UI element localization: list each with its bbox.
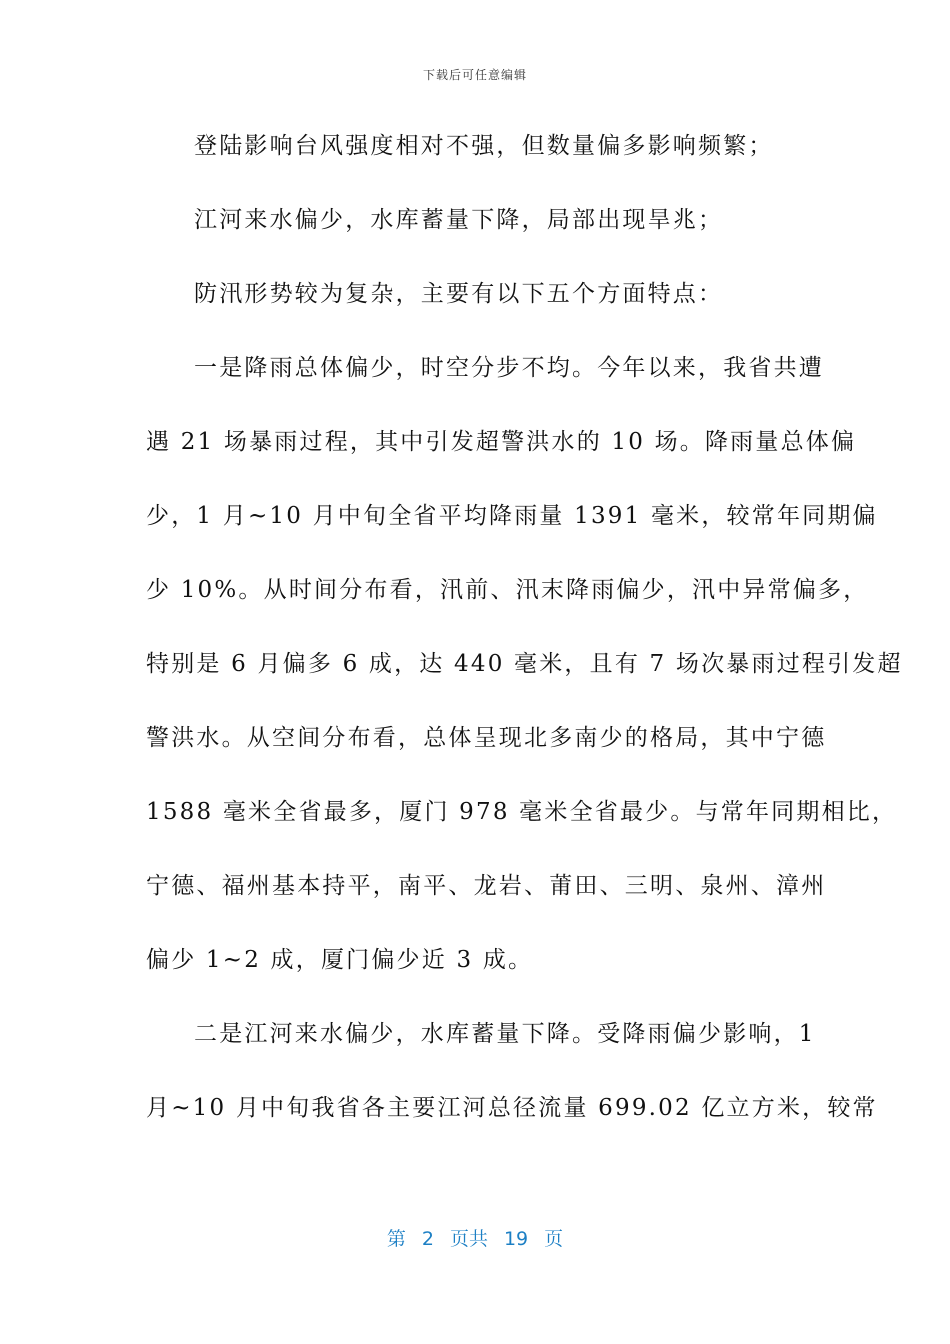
paragraph-line: 少，1 月~10 月中旬全省平均降雨量 1391 毫米，较常年同期偏	[146, 503, 878, 529]
total-pages: 19	[503, 1228, 529, 1250]
paragraph-line: 宁德、福州基本持平，南平、龙岩、莆田、三明、泉州、漳州	[146, 873, 827, 899]
page-label-prefix: 第	[386, 1228, 406, 1250]
page-label-middle: 页共	[449, 1228, 488, 1250]
paragraph-line: 1588 毫米全省最多，厦门 978 毫米全省最少。与常年同期相比，	[146, 799, 898, 825]
paragraph-line: 月~10 月中旬我省各主要江河总径流量 699.02 亿立方米，较常	[146, 1095, 878, 1121]
paragraph-line: 遇 21 场暴雨过程，其中引发超警洪水的 10 场。降雨量总体偏	[146, 429, 857, 455]
page-label-suffix: 页	[544, 1228, 564, 1250]
paragraph-line: 偏少 1~2 成，厦门偏少近 3 成。	[146, 947, 534, 973]
paragraph-line: 江河来水偏少，水库蓄量下降，局部出现旱兆；	[194, 207, 724, 233]
paragraph-line: 警洪水。从空间分布看，总体呈现北多南少的格局，其中宁德	[146, 725, 827, 751]
paragraph-line: 一是降雨总体偏少，时空分步不均。今年以来，我省共遭	[194, 355, 824, 381]
paragraph-line: 二是江河来水偏少，水库蓄量下降。受降雨偏少影响，1	[194, 1021, 816, 1047]
page-footer	[0, 1224, 950, 1251]
document-body	[146, 124, 903, 1160]
paragraph-line: 防汛形势较为复杂，主要有以下五个方面特点：	[194, 281, 724, 307]
paragraph-line: 特别是 6 月偏多 6 成，达 440 毫米，且有 7 场次暴雨过程引发超	[146, 651, 903, 677]
paragraph-line: 登陆影响台风强度相对不强，但数量偏多影响频繁；	[194, 133, 774, 159]
page-number: 2	[421, 1228, 434, 1250]
header-note: 下载后可任意编辑	[422, 68, 527, 82]
paragraph-line: 少 10%。从时间分布看，汛前、汛末降雨偏少，汛中异常偏多，	[146, 577, 869, 603]
